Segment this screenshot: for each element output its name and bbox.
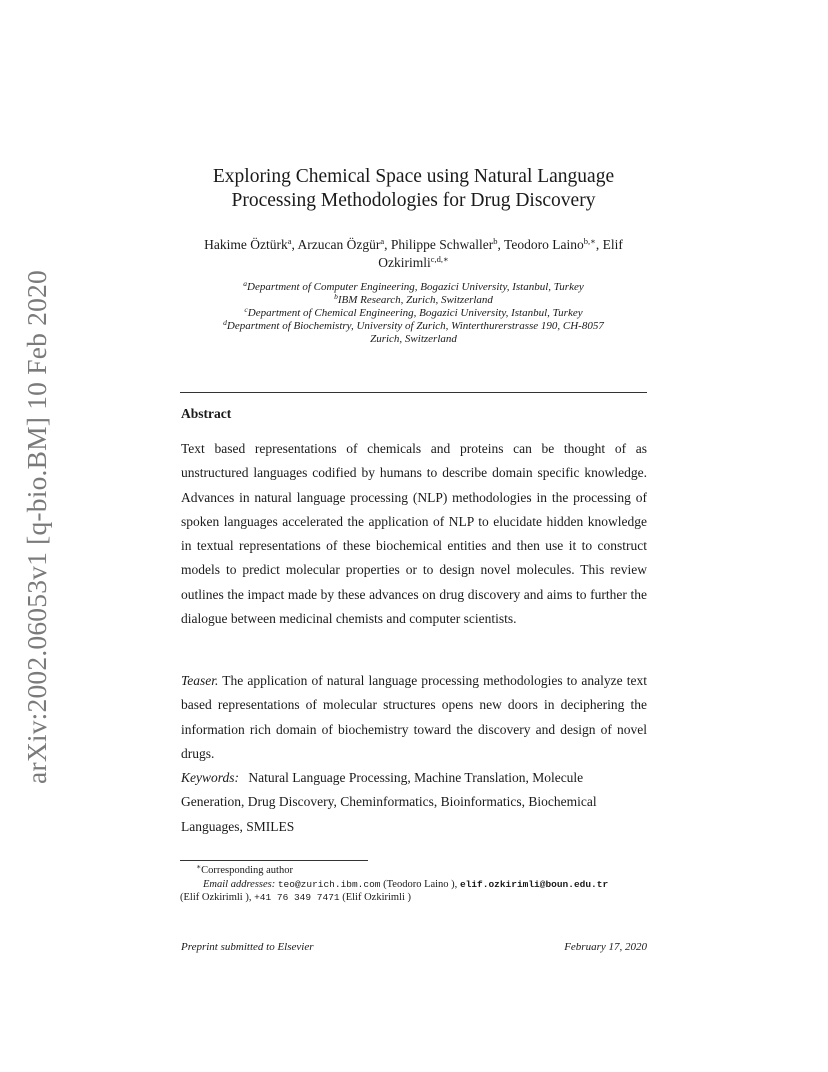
author-name: Philippe Schwaller bbox=[390, 237, 494, 252]
affiliation-line bbox=[180, 333, 647, 346]
affiliation-text: Department of Computer Engineering, Bogazici University, Istanbul, Turkey bbox=[247, 281, 584, 293]
affiliation-text: IBM Research, Zurich, Switzerland bbox=[337, 294, 493, 306]
keywords-body: Natural Language Processing, Machine Translation, Molecule Generation, Drug Discovery, Cheminformatics, Bioinformatics, Biochemical Languages, SMILES bbox=[181, 770, 597, 834]
keywords-paragraph bbox=[181, 766, 647, 839]
email-owner-laino: (Teodoro Laino ), bbox=[383, 878, 458, 890]
abstract-heading: Abstract bbox=[181, 406, 232, 421]
arxiv-identifier-text: arXiv:2002.06053v1 [q-bio.BM] 10 Feb 2020 bbox=[21, 270, 52, 784]
affiliation-line bbox=[180, 294, 647, 307]
affiliation-text: Zurich, Switzerland bbox=[370, 333, 457, 345]
corresponding-author-text: Corresponding author bbox=[201, 865, 293, 876]
author-name: Elif Ozkirimli bbox=[378, 237, 623, 270]
email-addresses-label: Email addresses: bbox=[203, 878, 276, 890]
teaser-body: The application of natural language processing methodologies to analyze text based representations of molecular structures opens new doors in deciphering the information rich domain of biochemistry toward the discovery and design of novel drugs. bbox=[181, 673, 647, 761]
author-affiliation-mark: a bbox=[287, 236, 292, 246]
teaser-paragraph bbox=[181, 669, 647, 766]
title-line-1: Exploring Chemical Space using Natural Language bbox=[212, 166, 615, 187]
affiliation-line bbox=[180, 320, 647, 333]
footnote-email-line bbox=[180, 878, 650, 892]
author-name: Arzucan Özgür bbox=[297, 237, 381, 252]
paper-title bbox=[180, 165, 647, 213]
affiliation-text: Department of Chemical Engineering, Bogazici University, Istanbul, Turkey bbox=[247, 307, 583, 319]
teaser-label: Teaser. bbox=[181, 673, 219, 688]
title-line-2: Processing Methodologies for Drug Discovery bbox=[231, 190, 596, 211]
affiliation-mark: b bbox=[334, 292, 338, 301]
footnote bbox=[180, 864, 650, 905]
affiliation-mark: a bbox=[243, 279, 248, 288]
abstract-body: Text based representations of chemicals and proteins can be thought of as unstructured languages codified by humans to describe domain specific knowledge. Advances in natural language processing (NLP) methodologies in the processing of spoken languages accelerated the application of NLP to elucidate hidden knowledge in textual representations of these biochemical entities and then use it to construct models to predict molecular properties or to design novel molecules. This review outlines the impact made by these advances on drug discovery and aims to further the dialogue between medicinal chemists and computer scientists. bbox=[181, 441, 647, 627]
affiliation-mark: c bbox=[244, 305, 248, 314]
abstract-top-rule bbox=[180, 392, 647, 393]
affiliation-list bbox=[180, 281, 647, 346]
footnote-rule bbox=[180, 860, 368, 861]
email-owner-ozkirimli: (Elif Ozkirimli ), bbox=[180, 892, 252, 903]
email-link-laino[interactable]: teo@zurich.ibm.com bbox=[277, 878, 381, 890]
affiliation-mark: d bbox=[223, 318, 227, 327]
footnote-contact-line bbox=[180, 891, 650, 905]
phone-owner: (Elif Ozkirimli ) bbox=[342, 892, 412, 903]
author-affiliation-mark: b,∗ bbox=[583, 236, 596, 246]
phone-number[interactable]: +41 76 349 7471 bbox=[254, 892, 340, 903]
author-list: Hakime Öztürk$^a$, Arzucan Özgür$^a$, Philippe Schwaller$^b$, Teodoro Laino$^{b,∗}$, Elif Ozkirimli$^{c,d,∗}$ bbox=[204, 236, 623, 270]
affiliation-text: Department of Biochemistry, University of Zurich, Winterthurerstrasse 190, CH-8057 bbox=[226, 320, 604, 332]
affiliation-line bbox=[180, 281, 647, 294]
preprint-note: Preprint submitted to Elsevier bbox=[181, 941, 314, 953]
affiliation-line bbox=[180, 307, 647, 320]
author-affiliation-mark: a bbox=[380, 236, 385, 246]
footnote-corresponding-line bbox=[180, 864, 650, 878]
keywords-label: Keywords: bbox=[181, 770, 239, 785]
author-affiliation-mark: b bbox=[493, 236, 498, 246]
author-name: Hakime Öztürk bbox=[204, 237, 288, 252]
footnote-symbol: ∗ bbox=[196, 862, 202, 871]
preprint-date: February 17, 2020 bbox=[564, 941, 647, 953]
email-link-ozkirimli[interactable]: elif.ozkirimli@boun.edu.tr bbox=[459, 878, 609, 890]
author-affiliation-mark: c,d,∗ bbox=[430, 254, 449, 264]
author-name: Teodoro Laino bbox=[504, 237, 584, 252]
